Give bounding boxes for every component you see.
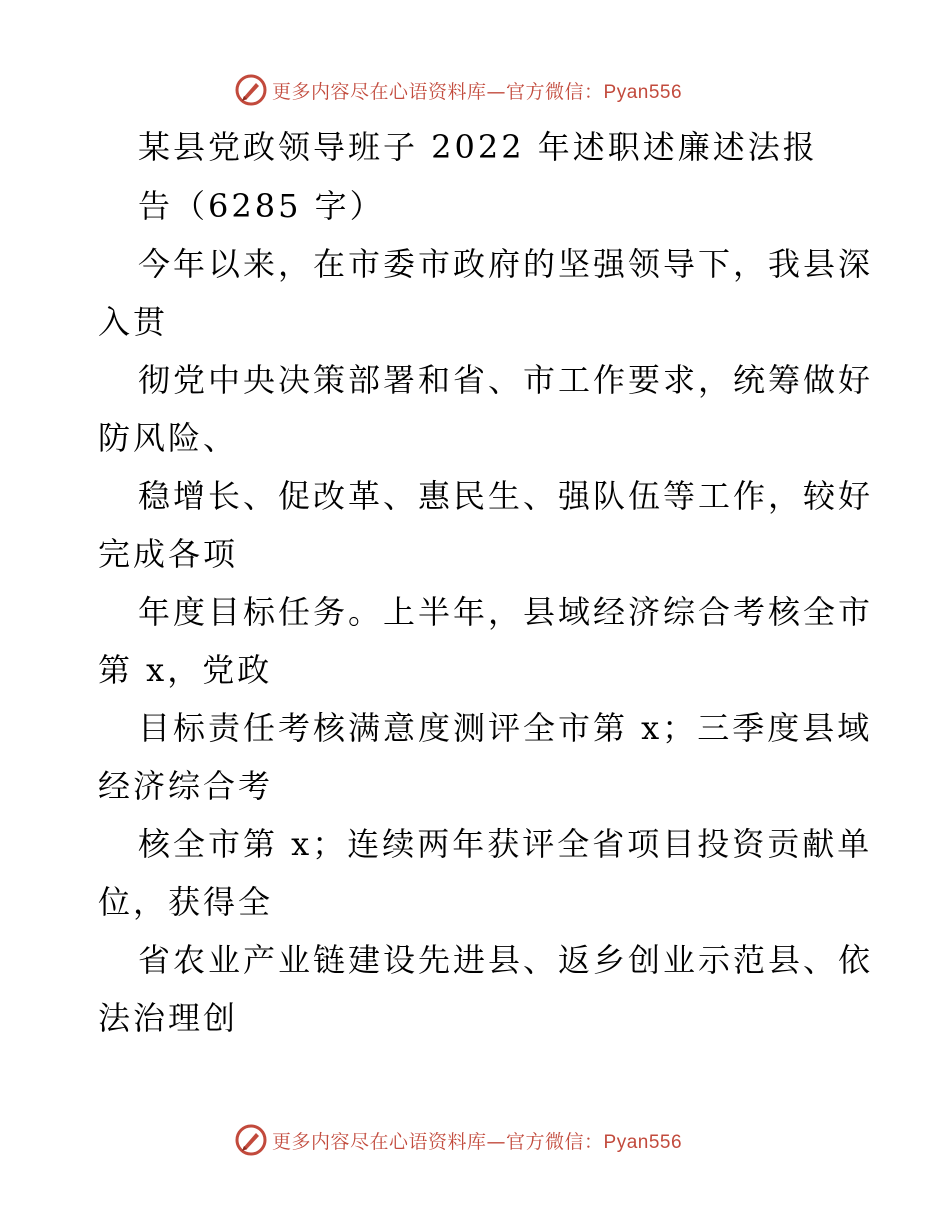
paragraph-line: 目标责任考核满意度测评全市第 x；三季度县域 (138, 709, 873, 747)
paragraph-line: 防风险、 (98, 419, 239, 457)
watermark-text: 更多内容尽在心语资料库—官方微信：Pyan556 (272, 1130, 683, 1153)
document-title-line-2: 告（6285 字） (138, 187, 385, 225)
paragraph-line: 彻党中央决策部署和省、市工作要求，统筹做好 (138, 361, 874, 399)
paragraph-line: 完成各项 (98, 535, 239, 573)
watermark-text: 更多内容尽在心语资料库—官方微信：Pyan556 (272, 80, 683, 103)
document-title-line-1: 某县党政领导班子 2022 年述职述廉述法报 (138, 128, 818, 166)
paragraph-line: 核全市第 x；连续两年获评全省项目投资贡献单 (138, 825, 873, 863)
paragraph-line: 法治理创 (98, 999, 239, 1037)
paragraph-line: 第 x，党政 (98, 651, 273, 689)
watermark-footer (234, 1122, 682, 1158)
pen-logo-icon (234, 1123, 268, 1157)
paragraph-line: 今年以来，在市委市政府的坚强领导下，我县深 (138, 245, 874, 283)
paragraph-line: 稳增长、促改革、惠民生、强队伍等工作，较好 (138, 477, 874, 515)
paragraph-line: 省农业产业链建设先进县、返乡创业示范县、依 (138, 941, 874, 979)
paragraph-line: 位，获得全 (98, 883, 274, 921)
paragraph-line: 经济综合考 (98, 767, 274, 805)
paragraph-line: 年度目标任务。上半年，县域经济综合考核全市 (138, 593, 874, 631)
paragraph-line: 入贯 (98, 303, 169, 341)
